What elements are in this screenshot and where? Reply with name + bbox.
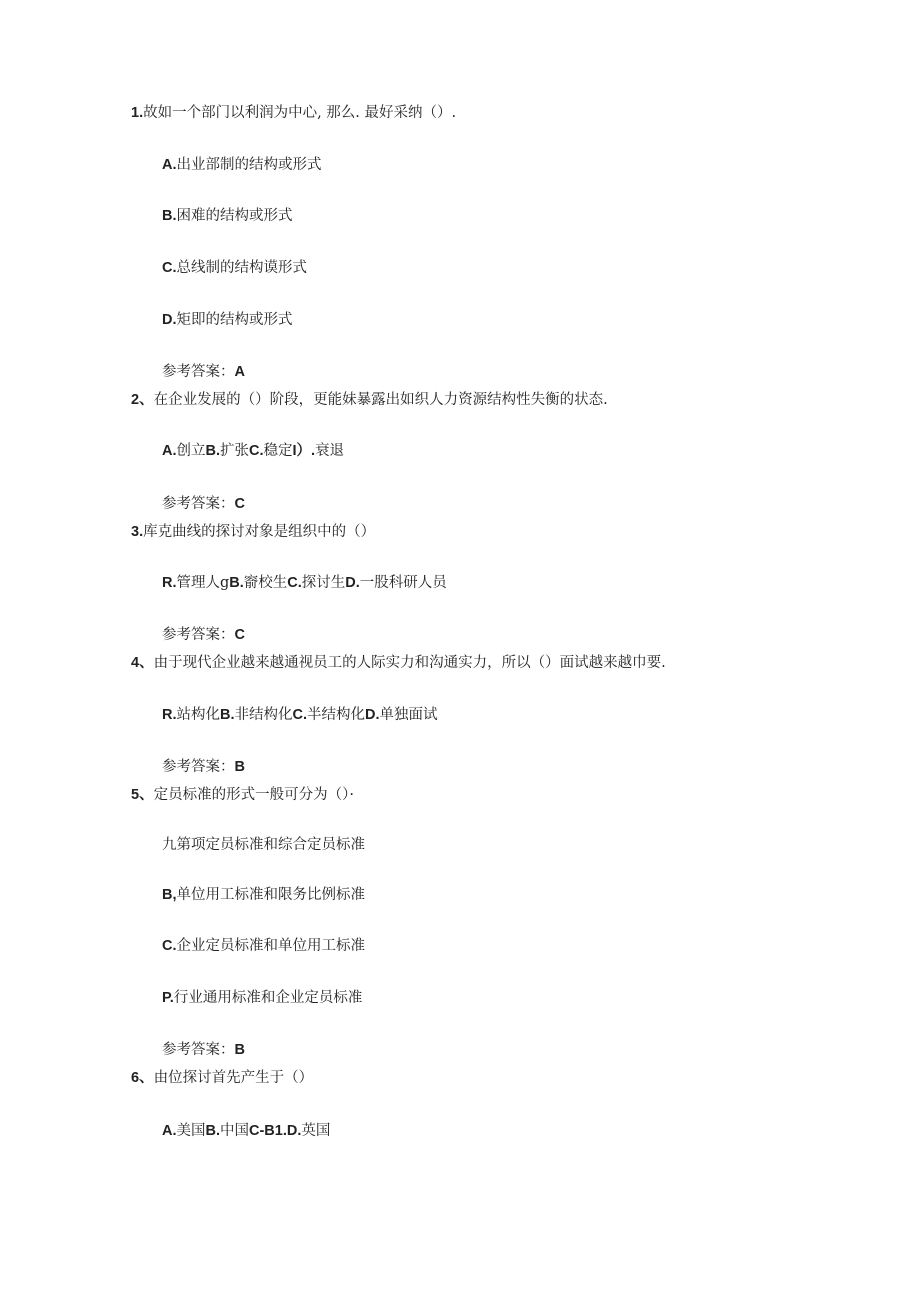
options-inline bbox=[162, 574, 447, 592]
option-text: 出业部制的结构或形式 bbox=[176, 157, 322, 173]
option-a bbox=[162, 156, 322, 174]
answer-line bbox=[162, 363, 245, 381]
question-text: 在企业发展的（）阶段，更能妹暴露出如织人力资源结构性失衡的状态. bbox=[153, 392, 608, 408]
option-text: 英国 bbox=[301, 1123, 331, 1139]
question-number: 2、 bbox=[131, 392, 154, 408]
option-letter: B. bbox=[162, 208, 177, 224]
option-text: 企业定员标准和单位用工标准 bbox=[176, 938, 365, 954]
option-letter: P. bbox=[162, 990, 174, 1006]
option-text: 九第项定员标准和综合定员标准 bbox=[162, 837, 365, 853]
option-text: 非结构化 bbox=[234, 707, 293, 723]
option-text: 单位用工标准和限务比例标准 bbox=[176, 887, 365, 903]
options-inline bbox=[162, 1122, 330, 1140]
option-text: 稳定 bbox=[263, 443, 293, 459]
option-text: 美国 bbox=[176, 1123, 206, 1139]
option-letter: C. bbox=[287, 575, 302, 591]
question-6 bbox=[131, 1069, 313, 1087]
option-d bbox=[162, 989, 362, 1007]
options-inline bbox=[162, 706, 438, 724]
question-number: 3. bbox=[131, 524, 144, 540]
question-5 bbox=[131, 786, 354, 804]
option-letter: C. bbox=[249, 443, 264, 459]
option-letter: A. bbox=[162, 157, 177, 173]
option-text: 一股科研人员 bbox=[359, 575, 447, 591]
answer-label: 参考答案： bbox=[162, 364, 235, 380]
option-text: 矩即的结构或形式 bbox=[176, 312, 293, 328]
option-letter: B. bbox=[205, 1123, 220, 1139]
question-2 bbox=[131, 391, 608, 409]
option-letter: B. bbox=[229, 575, 244, 591]
question-number: 1. bbox=[131, 105, 144, 121]
answer-label: 参考答案： bbox=[162, 627, 235, 643]
option-letter: A. bbox=[162, 443, 177, 459]
question-text: 由于现代企业越来越通视员工的人际实力和沟通实力，所以（）面试越来越巾要. bbox=[153, 655, 666, 671]
question-text: 由位探讨首先产生于（） bbox=[153, 1070, 314, 1086]
option-letter: C. bbox=[292, 707, 307, 723]
question-text: 库克曲线的探讨对象是组织中的（） bbox=[143, 524, 376, 540]
option-text: 半结构化 bbox=[307, 707, 365, 723]
option-letter: A. bbox=[162, 1123, 177, 1139]
option-text: 单独面试 bbox=[379, 707, 438, 723]
option-text: 扩张 bbox=[220, 443, 249, 459]
option-letter: C. bbox=[162, 938, 177, 954]
option-letter: B. bbox=[220, 707, 235, 723]
option-text: 创立 bbox=[176, 443, 206, 459]
option-letter: C. bbox=[162, 260, 177, 276]
option-c bbox=[162, 937, 365, 955]
option-letter: R. bbox=[162, 575, 177, 591]
option-text: 探讨生 bbox=[301, 575, 346, 591]
answer-value: B bbox=[234, 759, 245, 775]
question-3 bbox=[131, 523, 375, 541]
option-d bbox=[162, 311, 293, 329]
answer-line bbox=[162, 758, 245, 776]
option-letter: I）. bbox=[292, 443, 316, 459]
answer-label: 参考答案： bbox=[162, 759, 235, 775]
question-4 bbox=[131, 654, 666, 672]
option-text: 困难的结构或形式 bbox=[176, 208, 293, 224]
option-letter: B, bbox=[162, 887, 177, 903]
option-a bbox=[162, 836, 365, 854]
option-b bbox=[162, 207, 293, 225]
question-number: 5、 bbox=[131, 787, 154, 803]
options-inline bbox=[162, 442, 344, 460]
question-number: 6、 bbox=[131, 1070, 154, 1086]
answer-line bbox=[162, 626, 245, 644]
option-letter: D. bbox=[162, 312, 177, 328]
option-b bbox=[162, 886, 365, 904]
question-text: 故如一个部门以利润为中心, 那么. 最好采纳（）. bbox=[143, 105, 457, 121]
option-text: 中国 bbox=[220, 1123, 249, 1139]
answer-label: 参考答案： bbox=[162, 1042, 235, 1058]
answer-line bbox=[162, 1041, 245, 1059]
option-letter: D. bbox=[345, 575, 360, 591]
answer-value: A bbox=[234, 364, 245, 380]
option-text: 管理人g bbox=[176, 575, 230, 591]
option-text: 行业通用标准和企业定员标准 bbox=[173, 990, 363, 1006]
answer-value: C bbox=[234, 496, 245, 512]
option-letter: B. bbox=[205, 443, 220, 459]
option-letter: D. bbox=[365, 707, 380, 723]
option-letter: C-B1. bbox=[249, 1123, 287, 1139]
question-number: 4、 bbox=[131, 655, 154, 671]
answer-value: B bbox=[234, 1042, 245, 1058]
question-1 bbox=[131, 104, 456, 122]
option-text: 窬校生 bbox=[243, 575, 288, 591]
answer-line bbox=[162, 495, 245, 513]
option-text: 站构化 bbox=[176, 707, 220, 723]
option-letter: D. bbox=[286, 1123, 302, 1139]
question-text: 定员标准的形式一般可分为（）· bbox=[153, 787, 354, 803]
answer-value: C bbox=[234, 627, 245, 643]
option-text: 总线制的结构谟形式 bbox=[176, 260, 307, 276]
option-c bbox=[162, 259, 307, 277]
option-text: 衰退 bbox=[315, 443, 345, 459]
answer-label: 参考答案： bbox=[162, 496, 235, 512]
option-letter: R. bbox=[162, 707, 177, 723]
